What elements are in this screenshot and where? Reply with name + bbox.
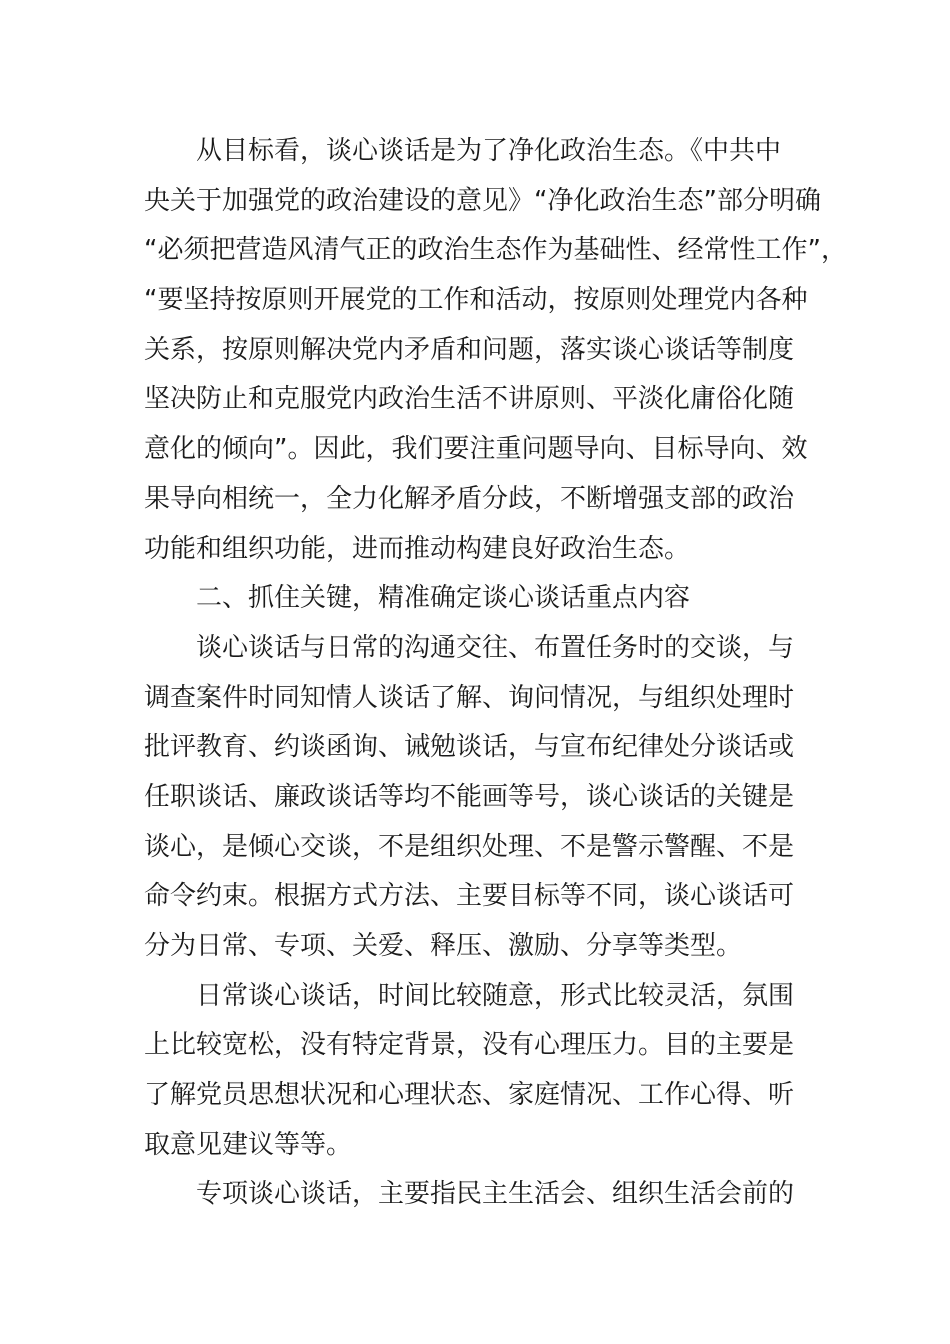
text-line: 日常谈心谈话，时间比较随意，形式比较灵活，氛围 — [196, 980, 795, 1011]
text-line: 任职谈话、廉政谈话等均不能画等号，谈心谈话的关键是 — [144, 781, 795, 812]
document-body — [144, 127, 847, 1220]
paragraph — [144, 127, 847, 574]
text-line: 关系，按原则解决党内矛盾和问题，落实谈心谈话等制度 — [144, 334, 795, 365]
section-heading — [144, 574, 809, 624]
paragraph — [144, 972, 809, 1171]
text-line: 了解党员思想状况和心理状态、家庭情况、工作心得、听 — [144, 1080, 795, 1111]
text-line: 批评教育、约谈函询、诫勉谈话，与宣布纪律处分谈话或 — [144, 732, 795, 763]
text-line: 从目标看，谈心谈话是为了净化政治生态。《中共中 — [196, 136, 782, 166]
text-line: 取意见建议等等。 — [144, 1129, 353, 1160]
text-line: 意化的倾向”。因此，我们要注重问题导向、目标导向、效 — [144, 434, 808, 465]
text-line: 坚决防止和克服党内政治生活不讲原则、平淡化庸俗化随 — [144, 384, 795, 415]
text-line: “要坚持按原则开展党的工作和活动，按原则处理党内各种 — [144, 285, 808, 316]
text-line: 央关于加强党的政治建设的意见》“净化政治生态”部分明确 — [144, 185, 821, 216]
text-line: 二、抓住关键，精准确定谈心谈话重点内容 — [196, 583, 691, 614]
text-line: 调查案件时同知情人谈话了解、询问情况，与组织处理时 — [144, 682, 795, 713]
text-line: 专项谈心谈话，主要指民主生活会、组织生活会前的 — [196, 1179, 795, 1210]
text-line: 谈心谈话与日常的沟通交往、布置任务时的交谈，与 — [196, 632, 795, 663]
paragraph — [144, 624, 809, 972]
text-line: 果导向相统一，全力化解矛盾分歧，不断增强支部的政治 — [144, 483, 795, 514]
paragraph — [144, 1170, 809, 1220]
text-line: 上比较宽松，没有特定背景，没有心理压力。目的主要是 — [144, 1030, 795, 1061]
text-line: “必须把营造风清气正的政治生态作为基础性、经常性工作”， — [144, 235, 847, 266]
text-line: 命令约束。根据方式方法、主要目标等不同，谈心谈话可 — [144, 881, 795, 912]
text-line: 功能和组织功能，进而推动构建良好政治生态。 — [144, 533, 691, 564]
text-line: 分为日常、专项、关爱、释压、激励、分享等类型。 — [144, 931, 743, 961]
text-line: 谈心，是倾心交谈，不是组织处理、不是警示警醒、不是 — [144, 831, 795, 862]
